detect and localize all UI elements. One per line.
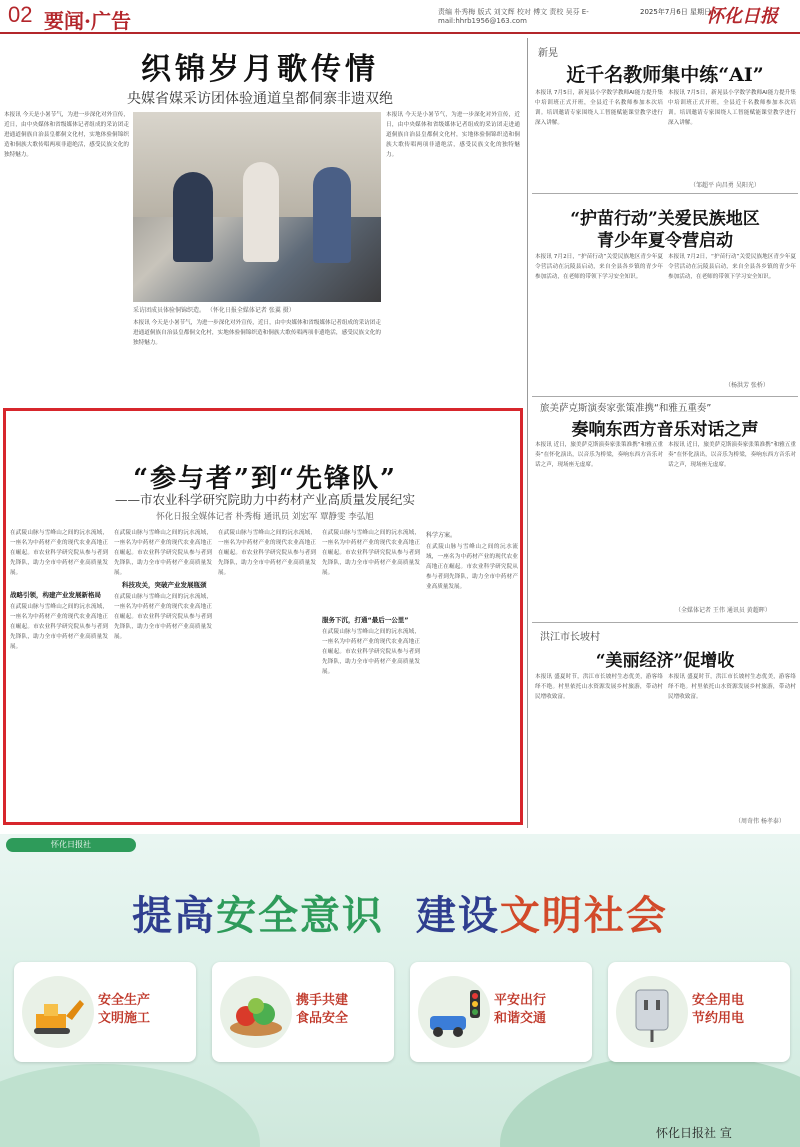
lead-body-col1: 本报讯 今天是小暑节气，为进一步深化对外宣传，近日，由中央媒体和省级媒体记者组成的采访团走进通道侗族自治县皇都侗文化村，实地体验侗锦织造和侗族大歌传唱两项非遗绝活，感受民族文化的独特魅力。 [4, 112, 129, 158]
ad-tile-label: 安全用电 节约用电 [692, 993, 745, 1026]
beauty-body-b: 本报讯 盛夏时节，洪江市长坡村生态优美，游客络绎不绝。村里依托山水资源发展乡村旅游，带动村民增收致富。 [668, 674, 796, 700]
page-number: 02 [8, 2, 33, 27]
ad-tile-label: 携手共建 食品安全 [296, 993, 349, 1026]
divider [532, 193, 798, 194]
lead-photo [133, 112, 381, 302]
seedling-body-b: 本报讯 7月2日，“护苗行动”关爱民族地区青少年夏令营活动在沅陵县启动，来自全县各乡镇的青少年参加活动，在老师的带领下学习安全知识。 [668, 254, 796, 280]
photo-caption: 采访团成员体验侗锦织造。 （怀化日报全媒体记者 张翼 摄） [133, 307, 295, 314]
section-title: 要闻·广告 [44, 9, 131, 33]
feature-body-2a: 在武陵山脉与雪峰山之间的沅水流域，一座名为中药材产业的现代农业高地正在崛起。市农业科学研究院从参与者到先锋队，助力全市中药材产业高质量发展。 [114, 530, 212, 576]
feature-body-1b: 在武陵山脉与雪峰山之间的沅水流域，一座名为中药材产业的现代农业高地正在崛起。市农业科学研究院从参与者到先锋队，助力全市中药材产业高质量发展。 [10, 604, 108, 650]
ad-credit: 怀化日报社 宣 [656, 1126, 732, 1140]
feature-body-5: 在武陵山脉与雪峰山之间的沅水流域，一座名为中药材产业的现代农业高地正在崛起。市农业科学研究院从参与者到先锋队，助力全市中药材产业高质量发展。 [426, 544, 518, 590]
ad-tile-label: 安全生产 文明施工 [98, 993, 151, 1026]
beauty-kicker: 洪江市长坡村 [540, 632, 600, 643]
seedling-byline: （杨洪芳 张桥） [725, 382, 769, 389]
seedling-body-a: 本报讯 7月2日，“护苗行动”关爱民族地区青少年夏令营活动在沅陵县启动，来自全县各乡镇的青少年参加活动，在老师的带领下学习安全知识。 [535, 254, 663, 280]
ad-banner: 怀化日报社 [6, 838, 136, 852]
feature-heading-2: 科技攻关，突破产业发展瓶颈 [122, 581, 207, 589]
feature-body-3: 在武陵山脉与雪峰山之间的沅水流域，一座名为中药材产业的现代农业高地正在崛起。市农业科学研究院从参与者到先锋队，助力全市中药材产业高质量发展。 [218, 530, 316, 576]
feature-body-1a: 在武陵山脉与雪峰山之间的沅水流域，一座名为中药材产业的现代农业高地正在崛起。市农业科学研究院从参与者到先锋队，助力全市中药材产业高质量发展。 [10, 530, 108, 576]
teachers-kicker: 新晃 [538, 48, 558, 59]
newspaper-logo: 怀化日报 [706, 6, 778, 27]
beauty-body-a: 本报讯 盛夏时节，洪江市长坡村生态优美，游客络绎不绝。村里依托山水资源发展乡村旅游，带动村民增收致富。 [535, 674, 663, 700]
music-title: 奏响东西方音乐对话之声 [571, 420, 759, 440]
editor-line: 责编 朴秀梅 版式 刘文辉 校对 傅文 责校 吴芬 E-mail:hhrb1956@163.com [438, 8, 589, 25]
beauty-title: “美丽经济”促增收 [595, 651, 735, 671]
music-body-a: 本报讯 近日，旅美萨克斯演奏家张策准携“和雅五重奏”在怀化演出，以音乐为桥梁，奏响东西方音乐对话之声，现场座无虚席。 [535, 442, 663, 468]
feature-subtitle: ——市农业科学研究院助力中药材产业高质量发展纪实 [114, 492, 415, 507]
power-plug-icon [616, 976, 688, 1048]
vegetables-icon [220, 976, 292, 1048]
ad-headline-part2: 安全意识 [216, 892, 385, 939]
teachers-byline: （邹超平 向昌勇 吴阳光） [690, 182, 760, 189]
issue-date: 2025年7月6日 星期日 [640, 8, 711, 16]
ad-tile-work-safety [14, 962, 196, 1062]
feature-heading-1: 战略引领，构建产业发展新格局 [10, 591, 101, 599]
feature-body-2b: 在武陵山脉与雪峰山之间的沅水流域，一座名为中药材产业的现代农业高地正在崛起。市农业科学研究院从参与者到先锋队，助力全市中药材产业高质量发展。 [114, 594, 212, 640]
feature-body-4a: 在武陵山脉与雪峰山之间的沅水流域，一座名为中药材产业的现代农业高地正在崛起。市农业科学研究院从参与者到先锋队，助力全市中药材产业高质量发展。 [322, 530, 420, 576]
divider [532, 622, 798, 623]
feature-byline: 怀化日报全媒体记者 朴秀梅 通讯员 刘宏军 覃静雯 李弘旭 [156, 512, 374, 522]
feature-closing: 科学方案。 [426, 532, 457, 539]
ad-tile-traffic-safety [410, 962, 592, 1062]
traffic-light-icon [418, 976, 490, 1048]
ad-tile-label: 平安出行 和谐交通 [494, 993, 547, 1026]
feature-body-4b: 在武陵山脉与雪峰山之间的沅水流域，一座名为中药材产业的现代农业高地正在崛起。市农业科学研究院从参与者到先锋队，助力全市中药材产业高质量发展。 [322, 629, 420, 675]
music-body-b: 本报讯 近日，旅美萨克斯演奏家张策准携“和雅五重奏”在怀化演出，以音乐为桥梁，奏响东西方音乐对话之声，现场座无虚席。 [668, 442, 796, 468]
teachers-title: 近千名教师集中练“AI” [566, 64, 764, 86]
teachers-body-b: 本报讯 7月5日，新晃县小学数学教师AI能力提升集中培训班正式开班，全县近千名教师参加本次培训。培训邀请专家围绕人工智能赋能课堂教学进行深入讲解。 [668, 90, 796, 126]
lead-subtitle: 央媒省媒采访团体验通道皇都侗寨非遗双绝 [127, 91, 393, 107]
feature-title: “参与者”到“先锋队” [133, 464, 397, 494]
seedling-title-line2: 青少年夏令营启动 [597, 231, 733, 251]
ad-headline-part3: 建设 [415, 892, 500, 939]
column-divider [527, 38, 528, 828]
ad-headline [0, 884, 800, 941]
beauty-byline: （周奇伟 杨孝泰） [735, 818, 785, 825]
ad-tile-food-safety [212, 962, 394, 1062]
teachers-body-a: 本报讯 7月5日，新晃县小学数学教师AI能力提升集中培训班正式开班，全县近千名教师参加本次培训。培训邀请专家围绕人工智能赋能课堂教学进行深入讲解。 [535, 90, 663, 126]
feature-heading-3: 服务下沉，打通“最后一公里” [322, 616, 409, 624]
music-kicker: 旅美萨克斯演奏家张策准携“和雅五重奏” [540, 403, 712, 414]
music-byline: （全媒体记者 王伟 通讯员 黄超晖） [675, 607, 771, 614]
ad-headline-part1: 提高 [132, 892, 217, 939]
excavator-icon [22, 976, 94, 1048]
page-header [0, 0, 800, 34]
divider [532, 396, 798, 397]
lead-body-col3: 本报讯 今天是小暑节气，为进一步深化对外宣传，近日，由中央媒体和省级媒体记者组成的采访团走进通道侗族自治县皇都侗文化村，实地体验侗锦织造和侗族大歌传唱两项非遗绝活，感受民族文化的独特魅力。 [386, 112, 520, 158]
lead-title: 织锦岁月歌传情 [141, 52, 379, 87]
public-service-ad [0, 834, 800, 1147]
ad-tile-power-safety [608, 962, 790, 1062]
seedling-title-line1: “护苗行动”关爱民族地区 [570, 209, 760, 229]
lead-body-col2: 本报讯 今天是小暑节气，为进一步深化对外宣传，近日，由中央媒体和省级媒体记者组成的采访团走进通道侗族自治县皇都侗文化村，实地体验侗锦织造和侗族大歌传唱两项非遗绝活，感受民族文化的独特魅力。 [133, 320, 381, 346]
ad-headline-part4: 文明社会 [499, 892, 668, 939]
